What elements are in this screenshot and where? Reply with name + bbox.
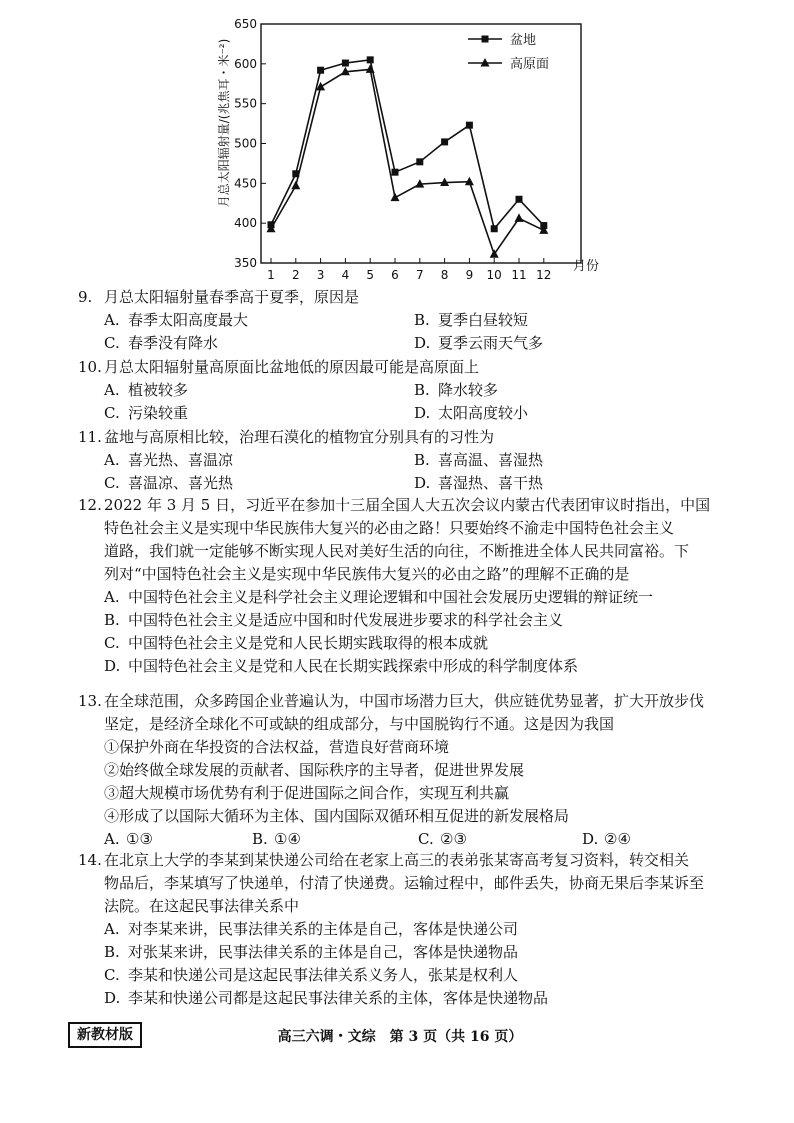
basin-point [466, 122, 473, 129]
y-tick-label: 650 [234, 17, 257, 31]
statement-item: ④形成了以国际大循环为主体、国内国际双循环相互促进的新发展格局 [104, 807, 570, 825]
option-text: 喜高温、喜湿热 [438, 451, 544, 469]
question-stem-line: 法院。在这起民事法律关系中 [104, 897, 300, 915]
statement-item: ③超大规模市场优势有利于促进国际之间合作，实现互利共赢 [104, 784, 510, 802]
option-label: B. [104, 611, 120, 629]
option-label: C. [104, 334, 120, 352]
option-label: D. [414, 404, 431, 422]
option-text: 植被较多 [128, 381, 189, 399]
x-tick-label: 8 [440, 268, 449, 282]
option-text: 中国特色社会主义是党和人民长期实践取得的根本成就 [128, 634, 489, 652]
legend-label-plateau: 高原面 [510, 57, 550, 72]
question-stem-line: 坚定，是经济全球化不可或缺的组成部分，与中国脱钩行不通。这是因为我国 [104, 715, 615, 733]
legend-marker-basin [482, 36, 489, 43]
option-text: 污染较重 [128, 404, 189, 422]
basin-point [367, 56, 374, 63]
plateau-point [515, 213, 524, 222]
option-text: 春季太阳高度最大 [128, 311, 249, 329]
basin-point [317, 67, 324, 74]
option-text: 中国特色社会主义是科学社会主义理论逻辑和中国社会发展历史逻辑的辩证统一 [128, 588, 654, 606]
option-text: ①③ [126, 830, 153, 848]
edition-badge: 新教材版 [68, 1022, 142, 1048]
question-stem-line: 月总太阳辐射量春季高于夏季，原因是 [104, 288, 360, 306]
option-text: 喜湿热、喜干热 [438, 474, 544, 492]
option-label: B. [104, 943, 120, 961]
option-label: D. [414, 334, 431, 352]
plateau-point [391, 193, 400, 202]
option-text: 李某和快递公司都是这起民事法律关系的主体，客体是快递物品 [128, 989, 549, 1007]
question-number: 11. [78, 428, 102, 446]
basin-point [491, 225, 498, 232]
basin-point [342, 60, 349, 67]
option-text: 喜光热、喜温凉 [128, 451, 234, 469]
basin-point [392, 169, 399, 176]
y-tick-label: 350 [234, 256, 257, 270]
option-label: B. [414, 381, 430, 399]
series-line-plateau [271, 69, 544, 254]
question-number: 9. [78, 288, 93, 306]
option-label: C. [418, 830, 434, 848]
question-number: 12. [78, 496, 102, 514]
page-footer: 高三六调・文综 第 3 页（共 16 页） [277, 1029, 523, 1045]
y-tick-label: 500 [234, 136, 257, 151]
question-stem-line: 列对“中国特色社会主义是实现中华民族伟大复兴的必由之路”的理解不正确的是 [104, 565, 630, 583]
question-stem-line: 在北京上大学的李某到某快递公司给在老家上高三的表弟张某寄高考复习资料，转交相关 [104, 851, 690, 869]
option-text: 中国特色社会主义是适应中国和时代发展进步要求的科学社会主义 [128, 611, 564, 629]
option-label: A. [104, 311, 120, 329]
x-tick-label: 11 [511, 268, 527, 282]
option-label: C. [104, 966, 120, 984]
option-label: C. [104, 474, 120, 492]
option-text: 夏季白昼较短 [438, 311, 529, 329]
option-text: ②③ [440, 830, 467, 848]
option-label: B. [414, 451, 430, 469]
x-tick-label: 12 [536, 268, 552, 282]
y-tick-label: 600 [234, 56, 257, 71]
option-label: B. [252, 830, 268, 848]
basin-point [441, 138, 448, 145]
option-text: 对李某来讲，民事法律关系的主体是自己，客体是快递公司 [128, 920, 519, 938]
option-text: 春季没有降水 [128, 334, 219, 352]
question-number: 13. [78, 692, 102, 710]
series-line-basin [271, 60, 544, 229]
statement-item: ②始终做全球发展的贡献者、国际秩序的主导者，促进世界发展 [104, 761, 525, 779]
option-label: A. [104, 451, 120, 469]
x-tick-label: 4 [341, 268, 350, 282]
question-stem-line: 盆地与高原相比较，治理石漠化的植物宜分别具有的习性为 [104, 428, 495, 446]
option-text: 中国特色社会主义是党和人民在长期实践探索中形成的科学制度体系 [128, 657, 579, 675]
y-tick-label: 550 [234, 96, 257, 111]
option-text: 太阳高度较小 [438, 404, 529, 422]
x-tick-label: 2 [291, 268, 300, 282]
chart-plot-area [234, 17, 581, 282]
question-number: 14. [78, 851, 102, 869]
x-tick-label: 7 [415, 268, 424, 282]
option-label: A. [104, 920, 120, 938]
option-label: A. [104, 381, 120, 399]
plateau-point [465, 177, 474, 186]
option-text: 降水较多 [438, 381, 499, 399]
statement-item: ①保护外商在华投资的合法权益，营造良好营商环境 [104, 738, 450, 756]
question-stem-line: 2022 年 3 月 5 日，习近平在参加十三届全国人大五次会议内蒙古代表团审议时指出，中国 [104, 496, 711, 514]
option-label: D. [104, 657, 121, 675]
x-axis-label: 月份 [573, 259, 600, 274]
question-number: 10. [78, 358, 102, 376]
option-text: 李某和快递公司是这起民事法律关系义务人，张某是权利人 [128, 966, 519, 984]
x-tick-label: 1 [267, 268, 275, 282]
option-text: ①④ [274, 830, 301, 848]
question-stem-line: 月总太阳辐射量高原面比盆地低的原因最可能是高原面上 [104, 358, 480, 376]
y-tick-label: 400 [234, 216, 257, 231]
option-label: D. [582, 830, 599, 848]
x-tick-label: 6 [391, 268, 399, 282]
x-tick-label: 10 [486, 268, 502, 282]
basin-point [416, 158, 423, 165]
option-label: D. [104, 989, 121, 1007]
question-stem-line: 特色社会主义是实现中华民族伟大复兴的必由之路！只要始终不渝走中国特色社会主义 [104, 519, 675, 537]
option-label: A. [104, 588, 120, 606]
legend-label-basin: 盆地 [510, 33, 537, 48]
question-stem-line: 在全球范围，众多跨国企业普遍认为，中国市场潜力巨大，供应链优势显著，扩大开放步伐 [104, 692, 705, 710]
x-tick-label: 5 [366, 268, 375, 282]
plateau-point [366, 64, 375, 73]
option-label: A. [104, 830, 120, 848]
basin-point [516, 196, 523, 203]
option-label: C. [104, 404, 120, 422]
question-stem-line: 物品后，李某填写了快递单，付清了快递费。运输过程中，邮件丢失，协商无果后李某诉至 [104, 874, 705, 892]
option-label: C. [104, 634, 120, 652]
y-axis-label: 月总太阳辐射量/(兆焦耳・米⁻²) [217, 38, 231, 208]
option-text: ②④ [604, 830, 631, 848]
question-stem-line: 道路，我们就一定能够不断实现人民对美好生活的向往，不断推进全体人民共同富裕。下 [104, 542, 690, 560]
option-text: 夏季云雨天气多 [438, 334, 544, 352]
option-label: D. [414, 474, 431, 492]
solar-radiation-chart [200, 8, 620, 283]
option-label: B. [414, 311, 430, 329]
option-text: 对张某来讲，民事法律关系的主体是自己，客体是快递物品 [128, 943, 519, 961]
y-tick-label: 450 [234, 176, 257, 191]
option-text: 喜温凉、喜光热 [128, 474, 234, 492]
x-tick-label: 3 [316, 268, 325, 282]
x-tick-label: 9 [465, 268, 474, 282]
